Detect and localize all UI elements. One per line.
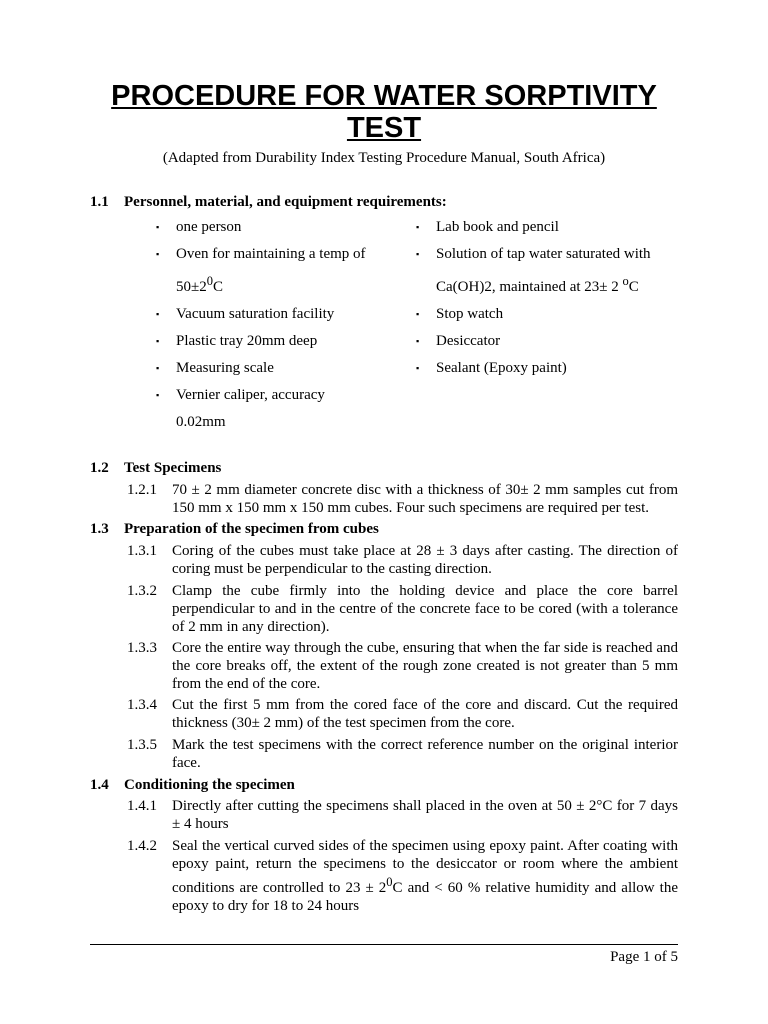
page-number: Page 1 of 5 — [610, 949, 678, 965]
section-1-2-heading: 1.2 Test Specimens — [90, 460, 222, 476]
list-item: ▪ Lab book and pencil — [416, 214, 686, 241]
list-item: ▪ one person — [156, 214, 406, 241]
list-item: ▪ Sealant (Epoxy paint) — [416, 355, 686, 382]
step-1-2-1: 1.2.1 70 ± 2 mm diameter concrete disc with a thickness of 30± 2 mm samples cut from 150 mm x 150 mm x 150 mm cubes. Four such specimens are required per test. — [127, 482, 678, 516]
section-1-1-heading: 1.1 Personnel, material, and equipment requirements: — [90, 194, 447, 210]
bullet-icon: ▪ — [156, 390, 160, 400]
requirements-right-list — [416, 214, 686, 382]
requirements-left-list — [156, 214, 406, 436]
list-item: ▪ Plastic tray 20mm deep — [156, 328, 406, 355]
bullet-icon: ▪ — [156, 249, 160, 259]
footer-divider — [90, 944, 678, 945]
step-1-4-1: 1.4.1 Directly after cutting the specimens shall placed in the oven at 50 ± 2°C for 7 days ± 4 hours — [127, 798, 678, 832]
bullet-icon: ▪ — [156, 336, 160, 346]
bullet-icon: ▪ — [416, 222, 420, 232]
list-item: ▪ Oven for maintaining a temp of $50\pm 2^0C$ — [156, 241, 406, 301]
bullet-icon: ▪ — [416, 336, 420, 346]
section-1-3-heading: 1.3 Preparation of the specimen from cubes — [90, 521, 379, 537]
bullet-icon: ▪ — [416, 309, 420, 319]
list-item: ▪ Vernier caliper, accuracy 0.02mm — [156, 382, 406, 436]
list-item: ▪ Stop watch — [416, 301, 686, 328]
bullet-icon: ▪ — [416, 363, 420, 373]
list-item: ▪ Vacuum saturation facility — [156, 301, 406, 328]
page-title: PROCEDURE FOR WATER SORPTIVITY TEST — [111, 80, 657, 144]
step-1-3-2: 1.3.2 Clamp the cube firmly into the holding device and place the core barrel perpendicular to and in the centre of the concrete face to be cored (with a tolerance of 2 mm in any direction). — [127, 583, 678, 635]
list-item: ▪ Measuring scale — [156, 355, 406, 382]
step-1-3-3: 1.3.3 Core the entire way through the cube, ensuring that when the far side is reached and the core breaks off, the extent of the rough zone created is not greater than 5 mm from the end of the core. — [127, 640, 678, 692]
page-subtitle: (Adapted from Durability Index Testing Procedure Manual, South Africa) — [162, 150, 606, 166]
section-1-4-heading: 1.4 Conditioning the specimen — [90, 777, 295, 793]
list-item: ▪ Desiccator — [416, 328, 686, 355]
bullet-icon: ▪ — [156, 222, 160, 232]
bullet-icon: ▪ — [416, 249, 420, 259]
step-1-3-1: 1.3.1 Coring of the cubes must take place at 28 ± 3 days after casting. The direction of coring must be perpendicular to the casting direction. — [127, 543, 678, 577]
bullet-icon: ▪ — [156, 309, 160, 319]
step-1-3-4: 1.3.4 Cut the first 5 mm from the cored face of the core and discard. Cut the required thickness (30± 2 mm) of the test specimen from the core. — [127, 697, 678, 731]
step-1-4-2: 1.4.2 Seal the vertical curved sides of the specimen using epoxy paint. After coating with epoxy paint, return the specimens to the desiccator or room where the ambient conditions are controlled to $23 \pm 2^0C$ and < 60 % relative humidity and allow the epoxy to dry for 18 to 24 hours — [127, 838, 678, 914]
list-item: ▪ Solution of tap water saturated with Ca(OH)2, maintained at 23± 2 $^o$C — [416, 241, 686, 301]
bullet-icon: ▪ — [156, 363, 160, 373]
step-1-3-5: 1.3.5 Mark the test specimens with the correct reference number on the original interior face. — [127, 737, 678, 771]
